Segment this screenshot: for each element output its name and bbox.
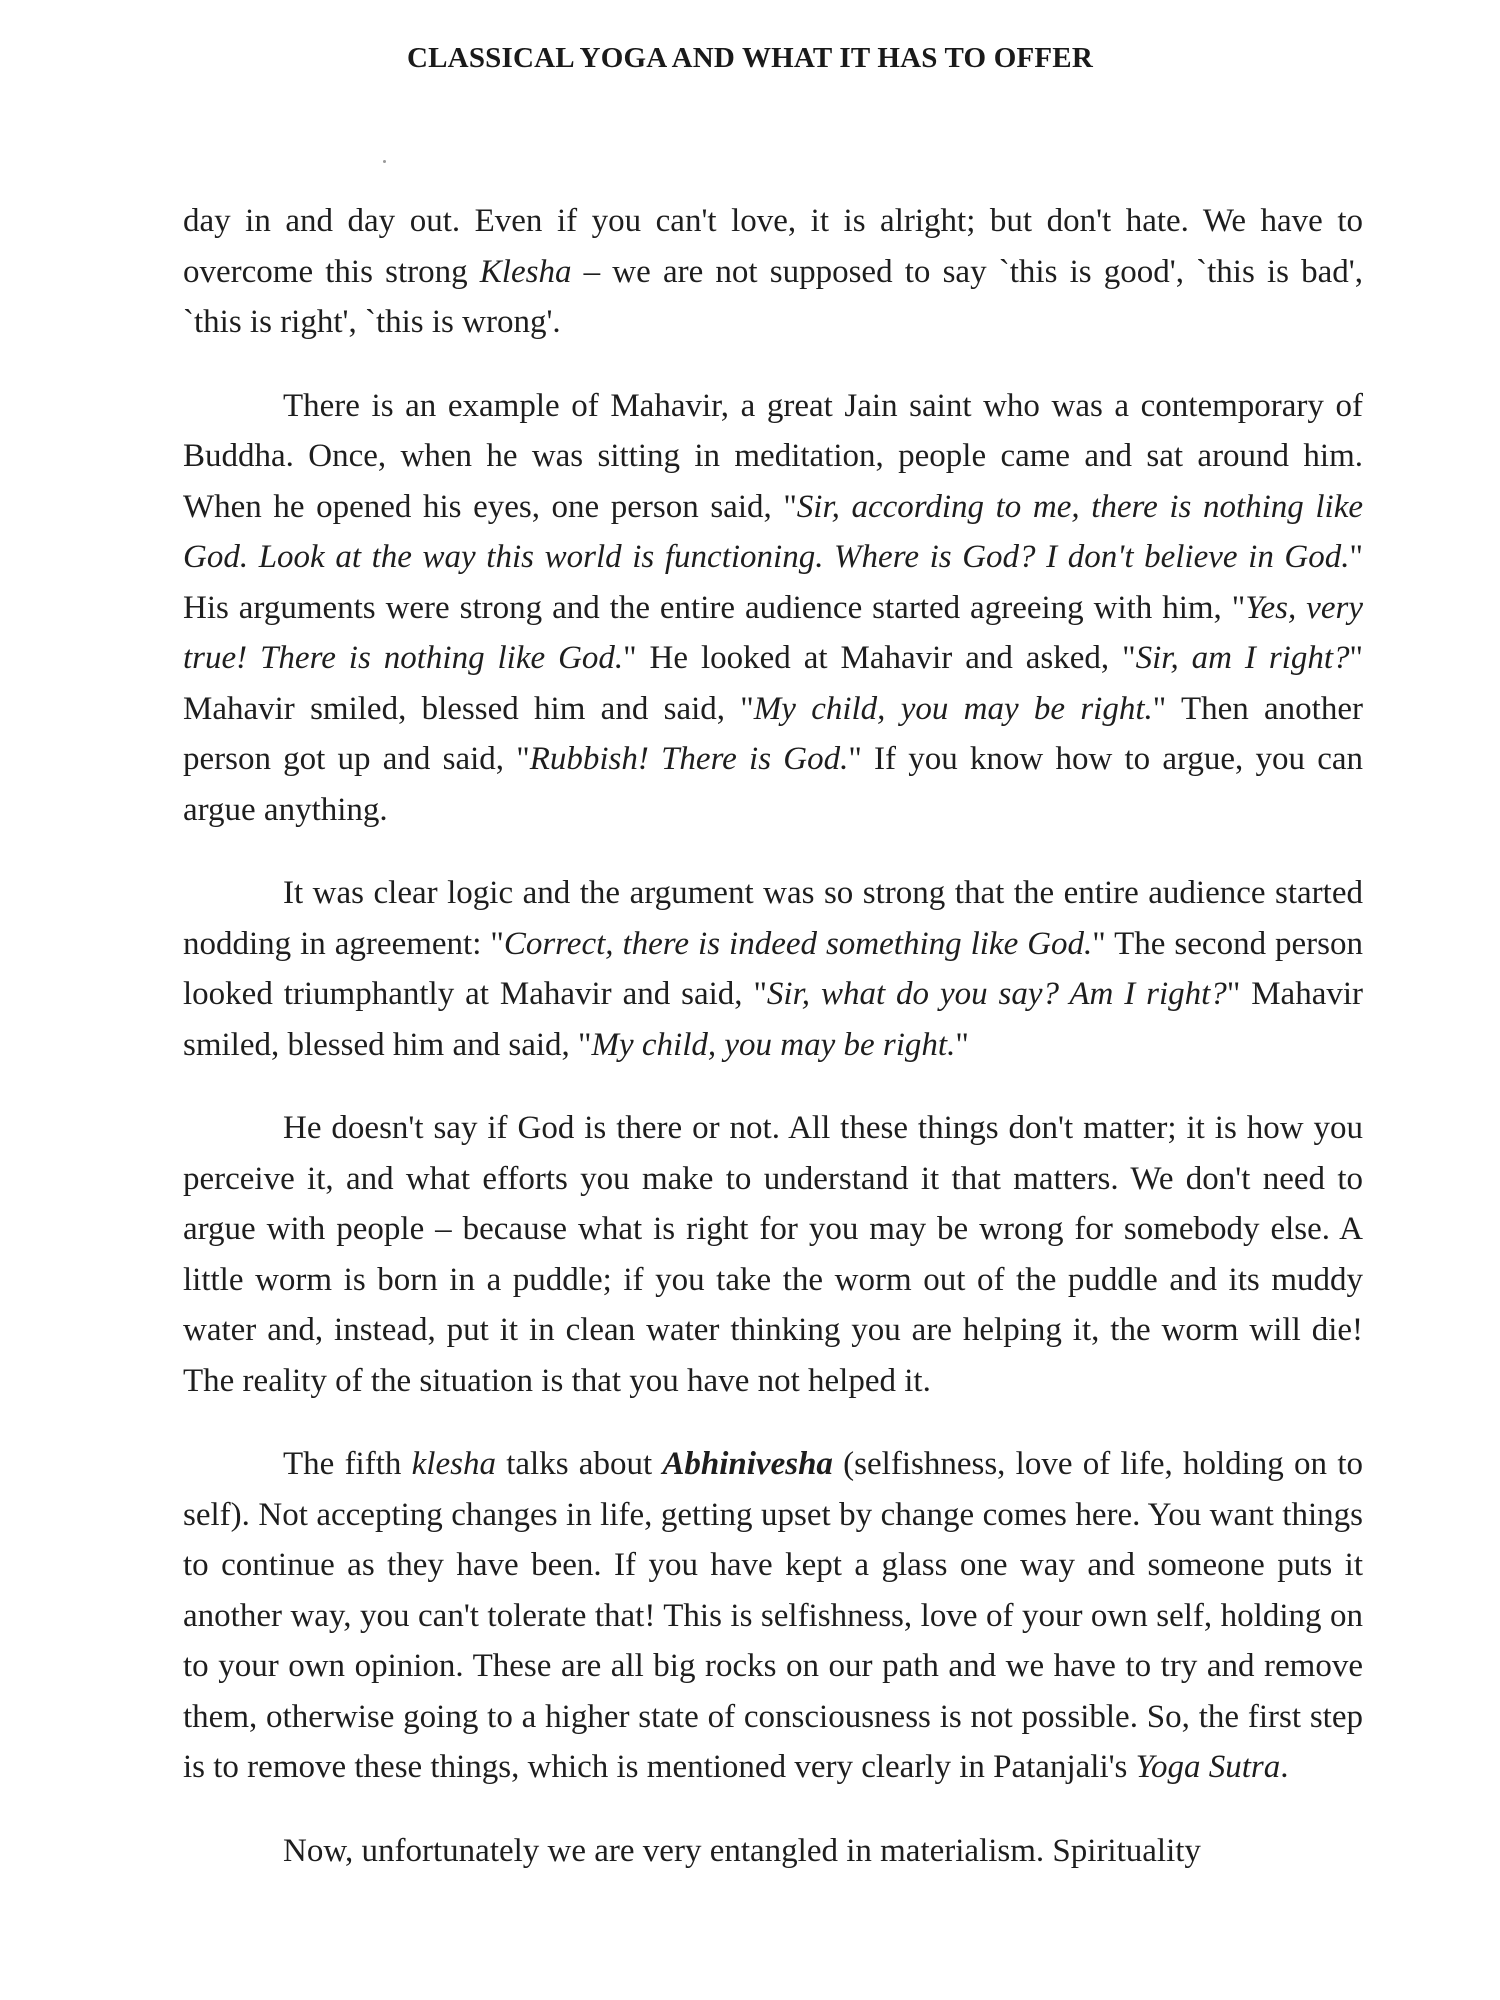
- text-run: It was clear logic and the argument was so strong that the entire audience started nodding in agreement: ": [183, 875, 1363, 962]
- text-run: My child, you may be right.: [591, 1026, 956, 1063]
- body-text: [183, 196, 1363, 1909]
- scan-speck: [383, 160, 386, 163]
- text-run: Klesha: [479, 253, 572, 290]
- text-run: The fifth: [283, 1446, 412, 1482]
- text-run: My child, you may be right.: [753, 690, 1153, 727]
- text-run: " If you know how to argue, you can argue anything.: [183, 741, 1363, 828]
- text-run: Abhinivesha: [662, 1446, 833, 1482]
- text-run: Yoga Sutra: [1135, 1749, 1281, 1785]
- text-run: Correct, there is indeed something like God.: [503, 925, 1093, 962]
- text-run: klesha: [411, 1446, 496, 1482]
- text-run: There is an example of Mahavir, a great Jain saint who was a contemporary of Buddha. Once, when he was sitting in meditation, people came and sat around him. When he opened his eyes, one person said, ": [183, 387, 1363, 525]
- text-run: " The second person looked triumphantly at Mahavir and said, ": [183, 925, 1364, 1012]
- text-run: " Mahavir smiled, blessed him and said, ": [183, 976, 1363, 1063]
- paragraph-5: [183, 1439, 1363, 1793]
- text-run: – we are not supposed to say `this is good', `this is bad', `this is right', `this is wrong'.: [183, 253, 1363, 340]
- text-run: " He looked at Mahavir and asked, ": [623, 640, 1136, 676]
- text-run: day in and day out. Even if you can't love, it is alright; but don't hate. We have to overcome this strong: [183, 203, 1363, 290]
- paragraph-2: [183, 381, 1363, 836]
- paragraph-3: [183, 868, 1363, 1070]
- text-run: He doesn't say if God is there or not. All these things don't matter; it is how you perceive it, and what efforts you make to understand it that matters. We don't need to argue with people – because what is right for you may be wrong for somebody else. A little worm is born in a puddle; if you take the worm out of the puddle and its muddy water and, instead, put it in clean water thinking you are helping it, the worm will die! The reality of the situation is that you have not helped it.: [183, 1110, 1363, 1399]
- text-run: (selfishness, love of life, holding on to self). Not accepting changes in life, getting upset by change comes here. You want things to continue as they have been. If you have kept a glass one way and someone puts it another way, you can't tolerate that! This is selfishness, love of your own self, holding on to your own opinion. These are all big rocks on our path and we have to try and remove them, otherwise going to a higher state of consciousness is not possible. So, the first step is to remove these things, which is mentioned very clearly in Patanjali's: [183, 1446, 1363, 1785]
- text-run: Sir, what do you say? Am I right?: [766, 976, 1227, 1012]
- text-run: ": [955, 1026, 969, 1063]
- text-run: " Then another person got up and said, ": [183, 690, 1363, 777]
- text-run: Sir, according to me, there is nothing like God. Look at the way this world is functioning. Where is God? I don't believe in God.: [183, 488, 1364, 575]
- text-run: Sir, am I right?: [1135, 640, 1350, 676]
- text-run: " His arguments were strong and the entire audience started agreeing with him, ": [183, 539, 1363, 626]
- text-run: " Mahavir smiled, blessed him and said, ": [183, 640, 1363, 727]
- text-run: Rubbish! There is God.: [529, 741, 849, 777]
- paragraph-6: [183, 1826, 1363, 1877]
- text-run: Yes, very true! There is nothing like God.: [183, 589, 1363, 676]
- text-run: .: [1280, 1749, 1289, 1785]
- text-run: talks about: [495, 1446, 663, 1482]
- text-run: Now, unfortunately we are very entangled in materialism. Spirituality: [283, 1832, 1201, 1869]
- paragraph-1: [183, 196, 1363, 348]
- running-head: CLASSICAL YOGA AND WHAT IT HAS TO OFFER: [406, 42, 1093, 74]
- paragraph-4: [183, 1103, 1363, 1406]
